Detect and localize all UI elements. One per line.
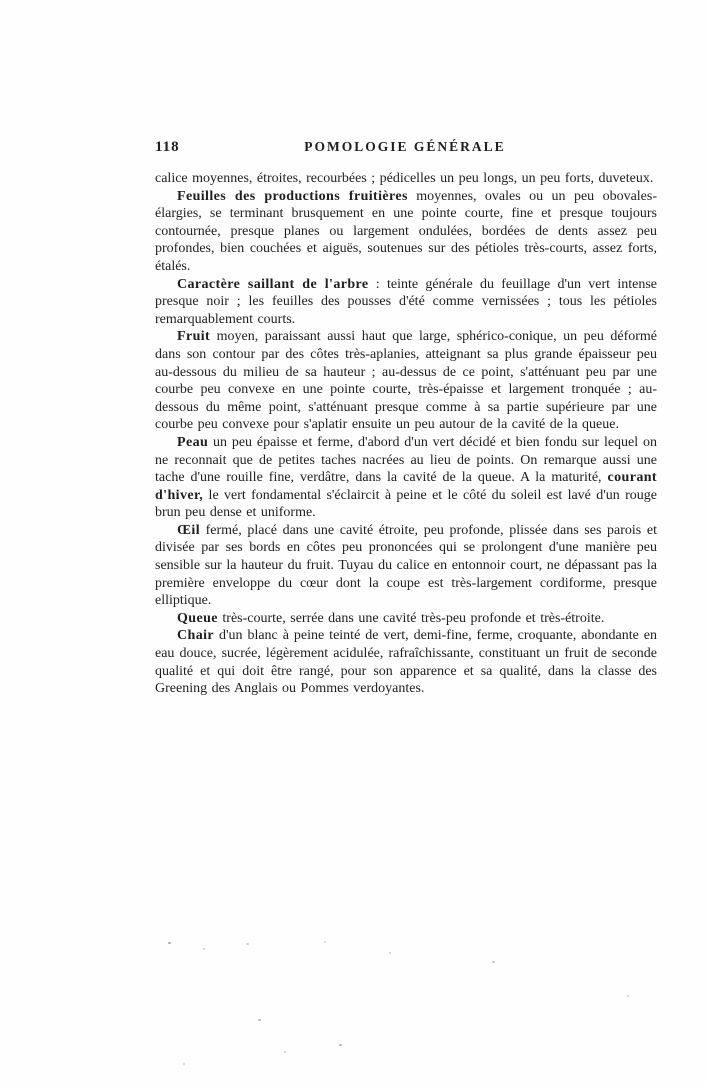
body-text: calice moyennes, étroites, recourbées ; pédicelles un peu longs, un peu forts, duveteux. [155, 171, 654, 186]
bold-term: Queue [177, 610, 218, 626]
bold-term: Caractère saillant de l'arbre [177, 276, 369, 292]
paragraph [155, 627, 657, 697]
paragraph [155, 188, 657, 276]
page-title: POMOLOGIE GÉNÉRALE [304, 139, 506, 154]
bold-term: Feuilles des productions fruitières [177, 188, 408, 204]
body-text: d'un blanc à peine teinté de vert, demi-fine, ferme, croquante, abondante en eau douce, sucrée, légèrement acidulée, rafraîchissante, constituant un fruit de seconde qualité et qui doit être rangé, pour son apparence et sa qualité, dans la classe des Greening des Anglais ou Pommes verdoyantes. [155, 628, 657, 697]
paragraph [155, 328, 657, 434]
scan-speck [627, 995, 629, 997]
scan-speck [284, 1051, 286, 1053]
text-block [155, 170, 657, 698]
scan-speck [183, 1063, 185, 1065]
running-header [155, 139, 655, 159]
bold-term: courant d'hiver, [155, 470, 657, 503]
bold-term: Œil [177, 522, 200, 538]
paragraph [155, 170, 657, 188]
bold-term: Chair [177, 628, 214, 644]
scan-speck [258, 1019, 261, 1021]
paragraph [155, 610, 657, 628]
body-text: un peu épaisse et ferme, d'abord d'un vert décidé et bien fondu sur lequel on ne reconnait que de petites taches nacrées au lieu de points. On remarque aussi une tache d'une rouille fine, verdâtre, dans la cavité de la queue. A la maturité, [155, 434, 657, 486]
scan-speck [203, 948, 205, 950]
body-text: fermé, placé dans une cavité étroite, peu profonde, plissée dans ses parois et divisée par ses bords en côtes peu prononcées qui se prolongent d'une manière peu sensible sur la hauteur du fruit. Tuyau du calice en entonnoir court, ne dépassant pas la première enveloppe du cœur dont la coupe est très-largement cordiforme, presque elliptique. [155, 522, 657, 609]
body-text: très-courte, serrée dans une cavité très-peu profonde et très-étroite. [217, 610, 605, 626]
scan-speck [389, 952, 391, 954]
scan-speck [246, 943, 249, 945]
paragraph [155, 434, 657, 522]
bold-term: Peau [177, 434, 209, 450]
body-text: moyennes, ovales ou un peu obovales-élargies, se terminant brusquement en une pointe courte, fine et presque toujours contournée, presque planes ou largement ondulées, bordées de dents assez peu profondes, bien couchées et aiguës, soutenues sur des pétioles très-courts, assez forts, étalés. [155, 188, 657, 274]
body-text: le vert fondamental s'éclaircit à peine et le côté du soleil est lavé d'un rouge brun peu dense et uniforme. [155, 487, 657, 521]
scan-speck [492, 961, 495, 963]
bold-term: Fruit [177, 329, 211, 345]
paragraph [155, 276, 657, 329]
body-text: : teinte générale du feuillage d'un vert intense presque noir ; les feuilles des pousses d'été comme vernissées ; tous les pétioles remarquablement courts. [155, 276, 657, 327]
paragraph [155, 522, 657, 610]
scan-speck [168, 942, 171, 944]
body-text: moyen, paraissant aussi haut que large, sphérico-conique, un peu déformé dans son contour par des côtes très-aplanies, atteignant sa plus grande épaisseur peu au-dessous du milieu de sa hauteur ; au-dessus de ce point, s'atténuant peu par une courbe peu convexe en une pointe courte, très-épaisse et largement tronquée ; au-dessous du même point, s'atténuant presque comme à sa partie supérieure par une courbe peu convexe pour s'aplatir ensuite un peu autour de la cavité de la queue. [155, 329, 657, 433]
scan-speck [324, 941, 326, 943]
scan-speck [339, 1044, 342, 1046]
page-number: 118 [155, 139, 180, 155]
